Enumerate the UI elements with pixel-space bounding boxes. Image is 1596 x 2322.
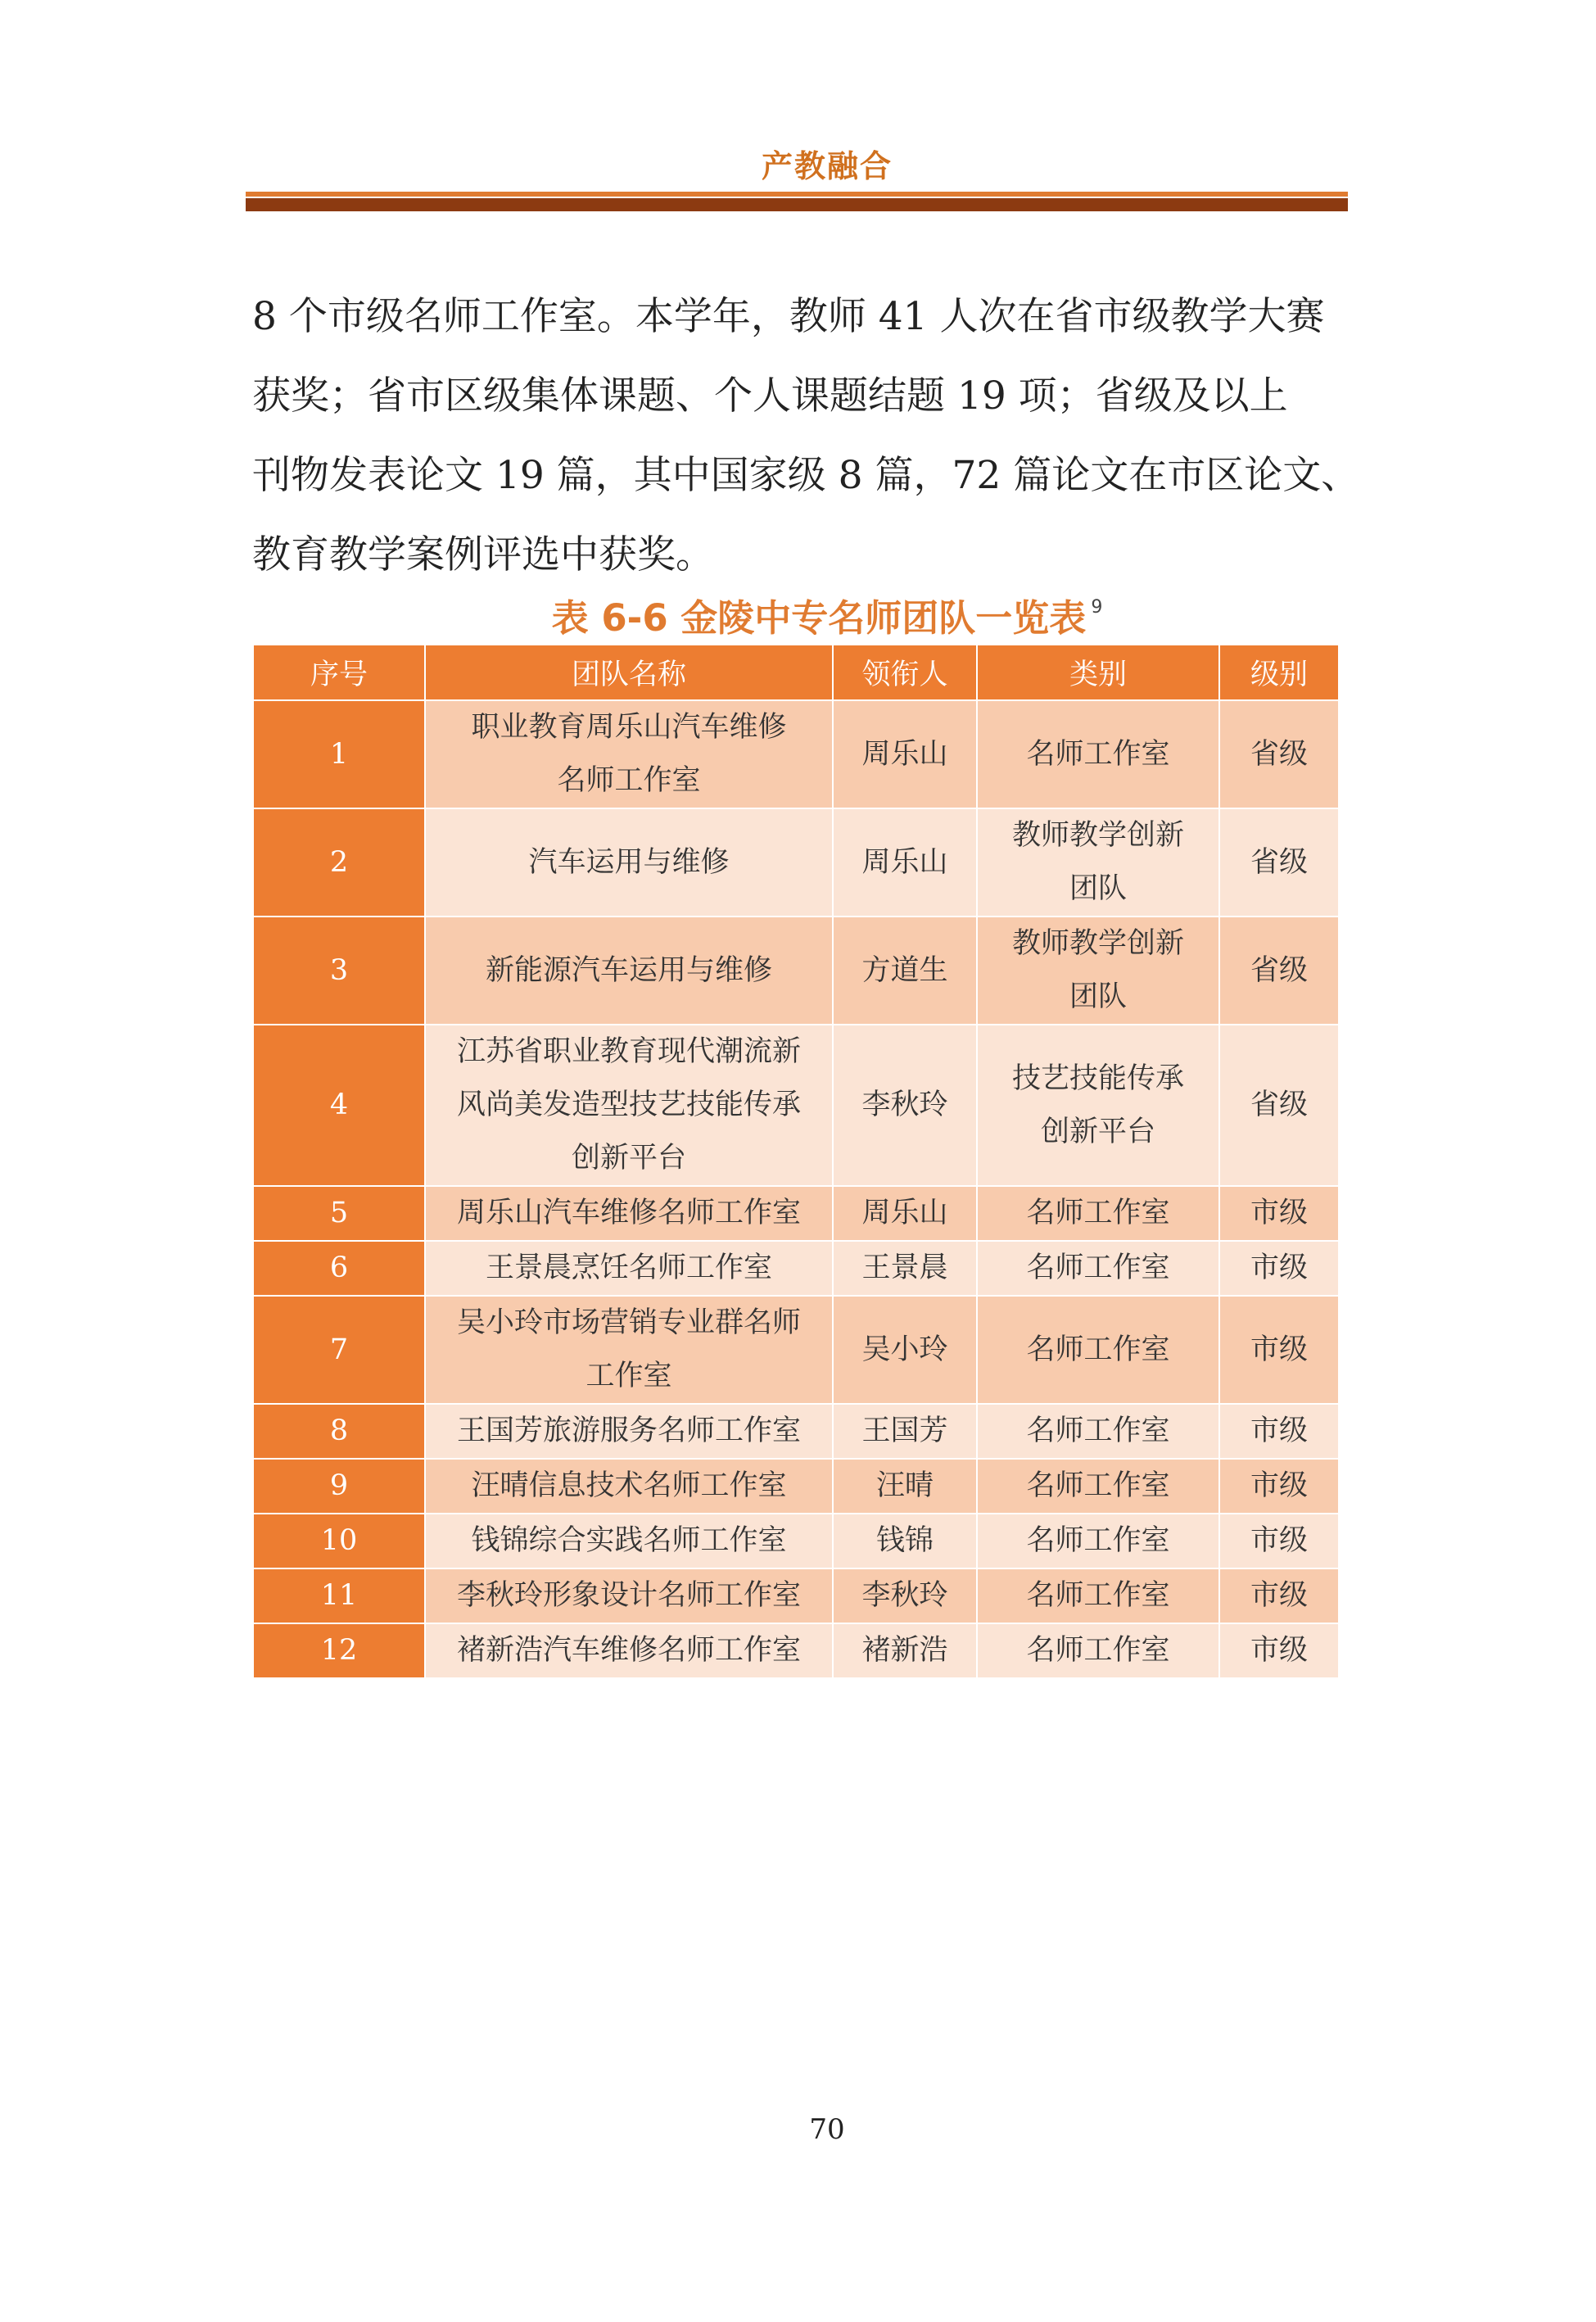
leader-cell: 吴小玲 bbox=[833, 1296, 977, 1404]
team-name-cell bbox=[425, 1568, 833, 1623]
type-line: 名师工作室 bbox=[1026, 1333, 1170, 1366]
team-name-line: 新能源汽车运用与维修 bbox=[485, 953, 772, 987]
level-cell: 市级 bbox=[1219, 1514, 1339, 1568]
type-line: 名师工作室 bbox=[1026, 1469, 1170, 1502]
team-name-line: 吴小玲市场营销专业群名师 bbox=[456, 1306, 801, 1339]
body-line: 获奖；省市区级集体课题、个人课题结题 19 项；省级及以上 bbox=[252, 373, 1288, 419]
type-line: 教师教学创新 bbox=[1011, 927, 1184, 960]
body-line: 刊物发表论文 19 篇，其中国家级 8 篇，72 篇论文在市区论文、 bbox=[252, 453, 1360, 498]
type-cell bbox=[977, 1186, 1219, 1241]
table-row bbox=[253, 808, 1339, 917]
team-name-line: 王国芳旅游服务名师工作室 bbox=[456, 1414, 801, 1447]
teams-table bbox=[252, 644, 1340, 1679]
type-line: 团队 bbox=[1069, 980, 1127, 1013]
level-cell: 市级 bbox=[1219, 1404, 1339, 1459]
type-line: 团队 bbox=[1069, 872, 1127, 905]
leader-cell: 李秋玲 bbox=[833, 1568, 977, 1623]
team-name-line: 钱锦综合实践名师工作室 bbox=[471, 1524, 787, 1557]
row-index: 6 bbox=[253, 1241, 425, 1296]
row-index: 4 bbox=[253, 1025, 425, 1186]
leader-cell: 王景晨 bbox=[833, 1241, 977, 1296]
footnote-mark: 9 bbox=[1091, 597, 1103, 618]
team-name-line: 名师工作室 bbox=[557, 764, 701, 797]
leader-cell: 周乐山 bbox=[833, 700, 977, 808]
row-index: 9 bbox=[253, 1459, 425, 1514]
team-name-cell bbox=[425, 700, 833, 808]
row-index: 2 bbox=[253, 808, 425, 917]
type-line: 名师工作室 bbox=[1026, 1524, 1170, 1557]
table-row bbox=[253, 1568, 1339, 1623]
type-line: 名师工作室 bbox=[1026, 1252, 1170, 1284]
table-row bbox=[253, 1241, 1339, 1296]
type-cell bbox=[977, 700, 1219, 808]
header-rule-thin bbox=[246, 192, 1348, 197]
table-caption bbox=[0, 588, 1596, 641]
level-cell: 省级 bbox=[1219, 1025, 1339, 1186]
running-header-title: 产教融合 bbox=[761, 148, 893, 184]
team-name-line: 风尚美发造型技艺技能传承 bbox=[456, 1089, 801, 1121]
type-cell bbox=[977, 1514, 1219, 1568]
col-header-leader: 领衔人 bbox=[833, 645, 977, 700]
type-line: 名师工作室 bbox=[1026, 1414, 1170, 1447]
type-line: 名师工作室 bbox=[1026, 1579, 1170, 1612]
type-line: 名师工作室 bbox=[1026, 1197, 1170, 1229]
type-line: 名师工作室 bbox=[1026, 737, 1170, 771]
table-caption-text: 表 6-6 金陵中专名师团队一览表 bbox=[551, 596, 1087, 640]
row-index: 8 bbox=[253, 1404, 425, 1459]
level-cell: 市级 bbox=[1219, 1623, 1339, 1678]
level-cell: 市级 bbox=[1219, 1241, 1339, 1296]
col-header-team-name: 团队名称 bbox=[425, 645, 833, 700]
row-index: 7 bbox=[253, 1296, 425, 1404]
table-row bbox=[253, 1459, 1339, 1514]
team-name-cell bbox=[425, 1025, 833, 1186]
leader-cell: 方道生 bbox=[833, 917, 977, 1025]
level-cell: 市级 bbox=[1219, 1296, 1339, 1404]
col-header-level: 级别 bbox=[1219, 645, 1339, 700]
body-paragraph bbox=[252, 277, 1360, 595]
table-row bbox=[253, 1296, 1339, 1404]
leader-cell: 汪晴 bbox=[833, 1459, 977, 1514]
team-name-line: 周乐山汽车维修名师工作室 bbox=[456, 1197, 801, 1229]
leader-cell: 王国芳 bbox=[833, 1404, 977, 1459]
team-name-cell bbox=[425, 1404, 833, 1459]
team-name-cell bbox=[425, 1623, 833, 1678]
team-name-line: 王景晨烹饪名师工作室 bbox=[485, 1252, 772, 1284]
type-cell bbox=[977, 1623, 1219, 1678]
leader-cell: 钱锦 bbox=[833, 1514, 977, 1568]
leader-cell: 褚新浩 bbox=[833, 1623, 977, 1678]
team-name-line: 江苏省职业教育现代潮流新 bbox=[456, 1035, 801, 1068]
team-name-line: 创新平台 bbox=[571, 1142, 686, 1175]
header-rule-thick bbox=[246, 198, 1348, 211]
leader-cell: 周乐山 bbox=[833, 1186, 977, 1241]
type-cell bbox=[977, 917, 1219, 1025]
type-line: 技艺技能传承 bbox=[1011, 1061, 1184, 1095]
table-header-row bbox=[253, 645, 1339, 700]
row-index: 10 bbox=[253, 1514, 425, 1568]
type-line: 名师工作室 bbox=[1026, 1634, 1170, 1667]
row-index: 5 bbox=[253, 1186, 425, 1241]
type-cell bbox=[977, 808, 1219, 917]
level-cell: 市级 bbox=[1219, 1459, 1339, 1514]
team-name-cell bbox=[425, 808, 833, 917]
level-cell: 市级 bbox=[1219, 1186, 1339, 1241]
body-line: 教育教学案例评选中获奖。 bbox=[252, 532, 714, 577]
type-cell bbox=[977, 1296, 1219, 1404]
team-name-line: 工作室 bbox=[586, 1360, 672, 1392]
team-name-line: 汪晴信息技术名师工作室 bbox=[471, 1469, 787, 1502]
row-index: 1 bbox=[253, 700, 425, 808]
team-name-cell bbox=[425, 917, 833, 1025]
type-cell bbox=[977, 1241, 1219, 1296]
page-number: 70 bbox=[809, 2113, 845, 2146]
table-row bbox=[253, 917, 1339, 1025]
team-name-cell bbox=[425, 1459, 833, 1514]
row-index: 3 bbox=[253, 917, 425, 1025]
table-row bbox=[253, 1623, 1339, 1678]
team-name-line: 职业教育周乐山汽车维修 bbox=[471, 711, 787, 744]
body-line: 8 个市级名师工作室。本学年，教师 41 人次在省市级教学大赛 bbox=[252, 294, 1325, 339]
type-cell bbox=[977, 1459, 1219, 1514]
type-line: 教师教学创新 bbox=[1011, 819, 1184, 852]
leader-cell: 李秋玲 bbox=[833, 1025, 977, 1186]
row-index: 11 bbox=[253, 1568, 425, 1623]
table-row bbox=[253, 1404, 1339, 1459]
team-name-line: 褚新浩汽车维修名师工作室 bbox=[456, 1634, 801, 1667]
team-name-cell bbox=[425, 1241, 833, 1296]
row-index: 12 bbox=[253, 1623, 425, 1678]
type-line: 创新平台 bbox=[1040, 1115, 1155, 1148]
team-name-cell bbox=[425, 1514, 833, 1568]
table-row bbox=[253, 1025, 1339, 1186]
level-cell: 省级 bbox=[1219, 700, 1339, 808]
col-header-type: 类别 bbox=[977, 645, 1219, 700]
type-cell bbox=[977, 1404, 1219, 1459]
level-cell: 省级 bbox=[1219, 808, 1339, 917]
team-name-cell bbox=[425, 1186, 833, 1241]
table-row bbox=[253, 1186, 1339, 1241]
type-cell bbox=[977, 1568, 1219, 1623]
team-name-cell bbox=[425, 1296, 833, 1404]
type-cell bbox=[977, 1025, 1219, 1186]
table-row bbox=[253, 700, 1339, 808]
col-header-index: 序号 bbox=[253, 645, 425, 700]
level-cell: 省级 bbox=[1219, 917, 1339, 1025]
team-name-line: 汽车运用与维修 bbox=[528, 845, 730, 879]
level-cell: 市级 bbox=[1219, 1568, 1339, 1623]
team-name-line: 李秋玲形象设计名师工作室 bbox=[456, 1579, 801, 1612]
leader-cell: 周乐山 bbox=[833, 808, 977, 917]
table-row bbox=[253, 1514, 1339, 1568]
